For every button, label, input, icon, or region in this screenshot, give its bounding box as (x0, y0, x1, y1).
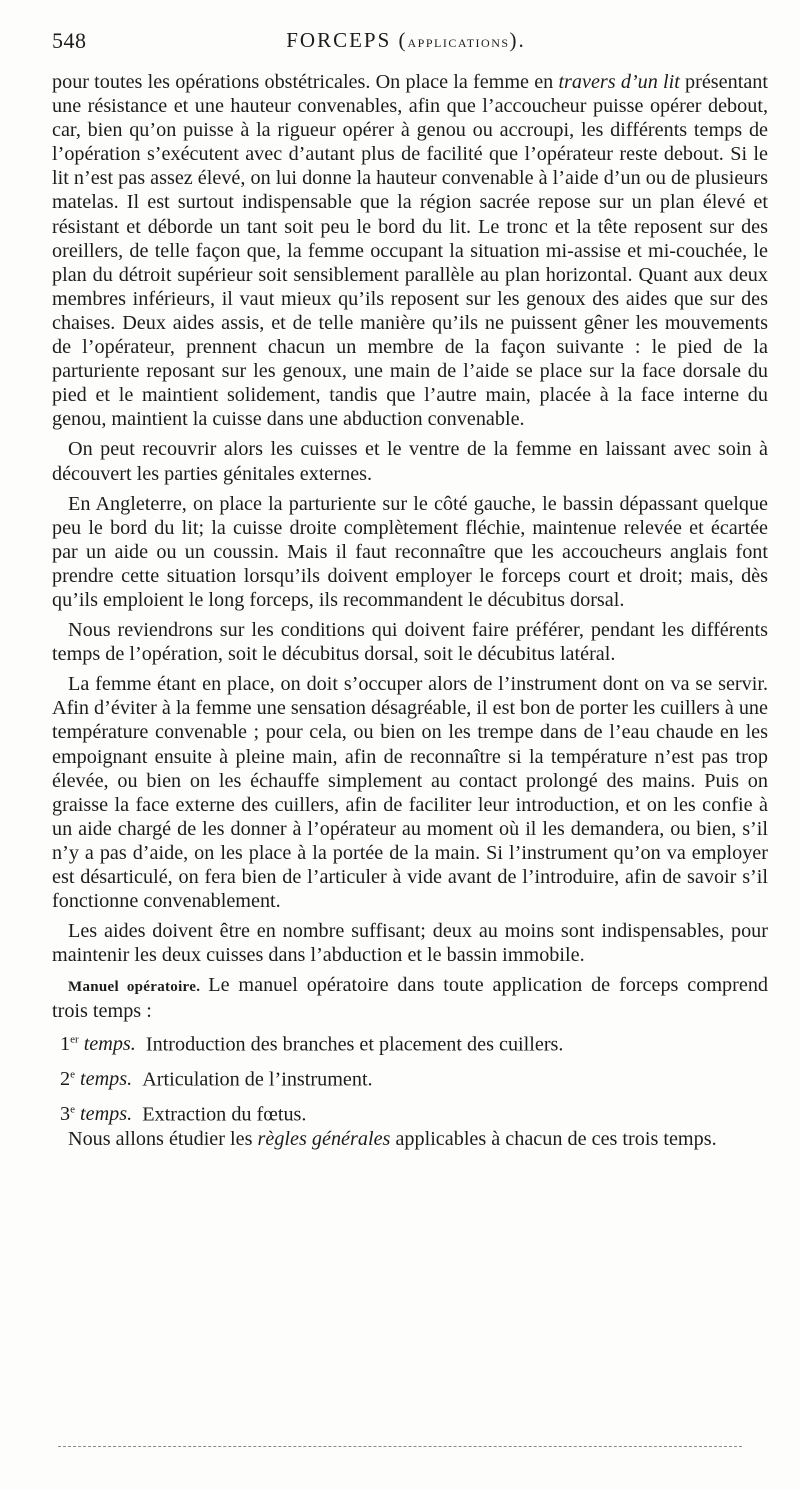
paragraph-4: Nous reviendrons sur les conditions qui doivent faire préférer, pendant les différents temps de l’opération, soit le décubitus dorsal, soit le décubitus latéral. (52, 619, 768, 666)
section-rubric: Manuel opératoire. (68, 979, 201, 996)
paragraph-2: On peut recouvrir alors les cuisses et le ventre de la femme en laissant avec soin à découvert les parties génitales externes. (52, 438, 768, 485)
step-number: 3e (60, 1103, 75, 1126)
page-number: 548 (52, 28, 87, 53)
step-number: 2e (60, 1068, 75, 1091)
running-title-end: ). (509, 28, 526, 52)
paragraph-1 (52, 70, 768, 431)
running-title-subtitle: APPLICATIONS (407, 36, 510, 50)
running-title (52, 28, 760, 53)
paragraph-1-text-a: pour toutes les opérations obstétricales. On place la femme en (52, 71, 559, 93)
step-text: Introduction des branches et placement des cuillers. (145, 1033, 564, 1056)
step-label: temps. (80, 1103, 133, 1126)
step-label: temps. (83, 1033, 136, 1056)
paragraph-7-text: Le manuel opératoire dans toute application de forceps comprend trois temps : (52, 974, 769, 1023)
step-text: Articulation de l’instrument. (142, 1068, 373, 1091)
list-item (52, 1028, 768, 1057)
running-title-main: FORCEPS ( (286, 28, 408, 52)
paragraph-5: La femme étant en place, on doit s’occuper alors de l’instrument dont on va se servir. Afin d’éviter à la femme une sensation désagréable, il est bon de porter les cuillers à une température convenable ; pour cela, ou bien on les trempe dans de l’eau chaude en les empoignant ensuite à pleine main, afin de reconnaître si la température n’est pas trop élevée, ou bien on les échauffe simplement au contact prolongé des mains. Puis on graisse la face externe des cuillers, afin de faciliter leur introduction, et on les confie à un aide chargé de les donner à l’opérateur au moment où il les demandera, ou bien, s’il n’y a pas d’aide, on les place à la portée de la main. Si l’instrument qu’on va employer est désarticulé, on fera bien de l’articuler à vide avant de l’introduire, afin de savoir s’il fonctionne convenablement. (52, 673, 768, 913)
paragraph-1-emphasis: travers d’un lit (558, 71, 680, 93)
paragraph-8 (52, 1127, 768, 1151)
paragraph-8-text-a: Nous allons étudier les (68, 1127, 258, 1150)
paragraph-8-text-b: applicables à chacun de ces trois temps. (390, 1127, 717, 1150)
list-item (52, 1063, 768, 1092)
paragraph-7 (52, 973, 768, 1023)
list-item (52, 1098, 768, 1127)
paragraph-1-text-b: présentant une résistance et une hauteur convenables, afin que l’accoucheur puisse opérer debout, car, bien qu’on puisse à la rigueur opérer à genou ou accroupi, les différents temps de l’opération s’exécutent avec d’autant plus de facilité que l’opérateur reste debout. Si le lit n’est pas assez élevé, on lui donne la hauteur convenable à l’aide d’un ou de plusieurs matelas. Il est surtout indispensable que la région sacrée repose sur un plan élevé et résistant et déborde un tant soit peu le bord du lit. Le tronc et la tête reposent sur des oreillers, de telle façon que, la femme occupant la situation mi-assise et mi-couchée, le plan du détroit supérieur soit sensiblement parallèle au plan horizontal. Quant aux deux membres inférieurs, il vaut mieux qu’ils reposent sur les genoux des aides que sur des chaises. Deux aides assis, et de telle manière qu’ils ne puissent gêner les mouvements de l’opérateur, prennent chacun un membre de la façon suivante : le pied de la parturiente reposant sur les genoux, une main de l’aide se place sur la face dorsale du pied et le maintient solidement, tandis que l’autre main, placée à la face interne du genou, maintient la cuisse dans une abduction convenable. (52, 71, 768, 431)
paragraph-8-emphasis: règles générales (257, 1127, 391, 1150)
step-label: temps. (80, 1068, 133, 1091)
body-text (52, 70, 768, 1151)
step-text: Extraction du fœtus. (142, 1103, 307, 1126)
paragraph-3: En Angleterre, on place la parturiente sur le côté gauche, le bassin dépassant quelque peu le bord du lit; la cuisse droite complètement fléchie, maintenue relevée et écartée par un aide ou un coussin. Mais il faut reconnaître que les accoucheurs anglais font prendre cette situation lorsqu’ils doivent employer le forceps court et droit; mais, dès qu’ils emploient le long forceps, ils recommandent le décubitus dorsal. (52, 492, 768, 611)
steps-list (52, 1028, 768, 1127)
paragraph-6: Les aides doivent être en nombre suffisant; deux au moins sont indispensables, pour maintenir les deux cuisses dans l’abduction et le bassin immobile. (52, 920, 768, 967)
running-header (52, 28, 760, 58)
footer-dotted-rule (58, 1446, 742, 1447)
step-number: 1er (60, 1033, 79, 1056)
